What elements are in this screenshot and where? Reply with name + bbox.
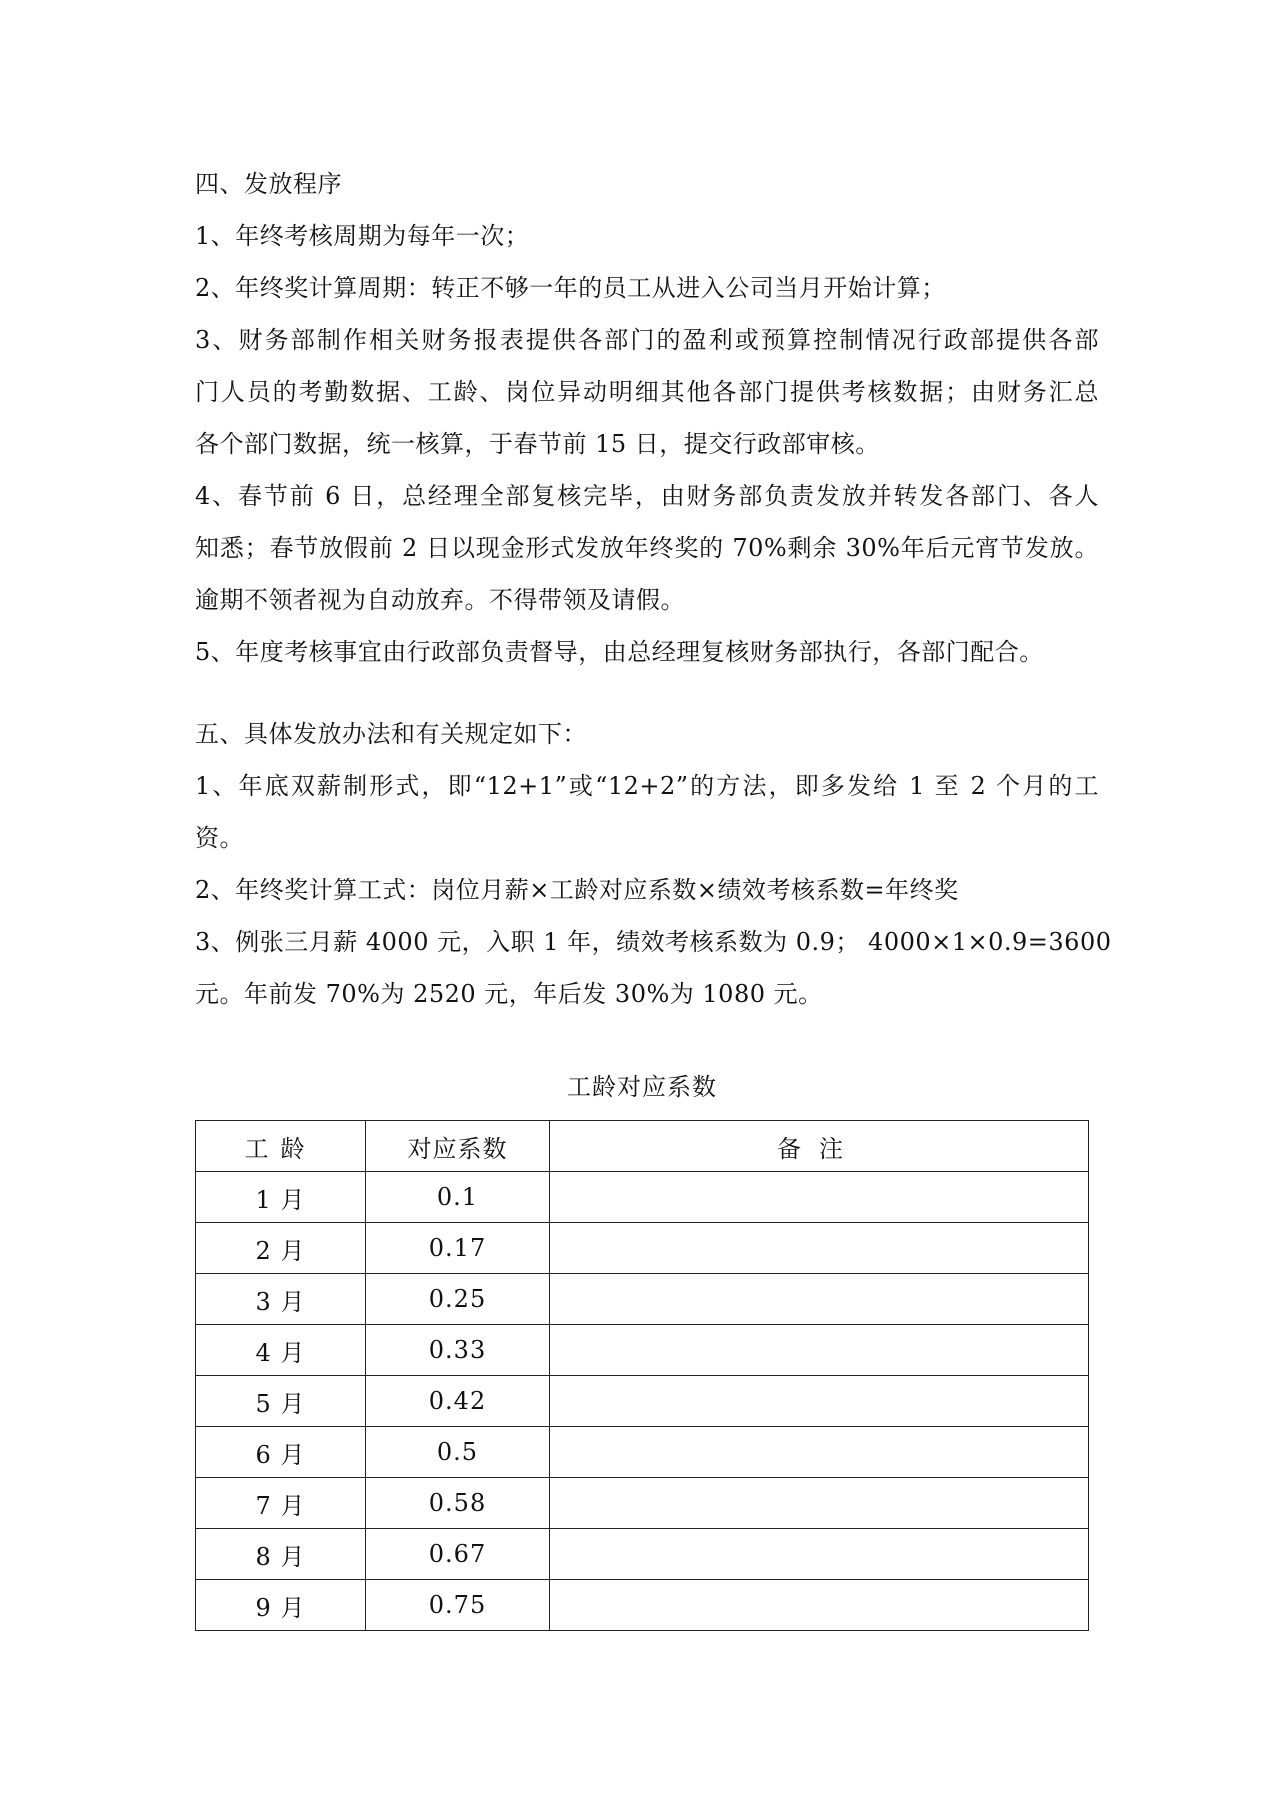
- paragraph-line: 5、年度考核事宜由行政部负责督导，由总经理复核财务部执行，各部门配合。: [195, 638, 1044, 666]
- coefficient-cell: 0.5: [366, 1427, 550, 1478]
- seniority-cell: 8 月: [196, 1529, 366, 1580]
- seniority-cell: 3 月: [196, 1274, 366, 1325]
- paragraph-line: 3、例张三月薪 4000 元，入职 1 年，绩效考核系数为 0.9； 4000×1×0.9=3600: [195, 928, 1112, 956]
- paragraph-line: 逾期不领者视为自动放弃。不得带领及请假。: [195, 586, 685, 614]
- remarks-cell: [550, 1427, 1089, 1478]
- paragraph-line: 4、春节前 6 日，总经理全部复核完毕，由财务部负责发放并转发各部门、各人: [195, 482, 1099, 510]
- column-header-seniority: 工龄: [196, 1121, 366, 1172]
- table-row: [196, 1325, 1089, 1376]
- remarks-cell: [550, 1580, 1089, 1631]
- paragraph-line: 各个部门数据，统一核算，于春节前 15 日，提交行政部审核。: [195, 430, 880, 458]
- seniority-cell: 9 月: [196, 1580, 366, 1631]
- table-row: [196, 1580, 1089, 1631]
- table-caption: 工龄对应系数: [567, 1073, 717, 1101]
- coefficient-cell: 0.67: [366, 1529, 550, 1580]
- section-issuance-procedure: [195, 158, 1099, 678]
- coefficient-cell: 0.25: [366, 1274, 550, 1325]
- remarks-cell: [550, 1172, 1089, 1223]
- coefficient-cell: 0.1: [366, 1172, 550, 1223]
- table-row: [196, 1172, 1089, 1223]
- remarks-cell: [550, 1274, 1089, 1325]
- table-row: [196, 1274, 1089, 1325]
- remarks-cell: [550, 1376, 1089, 1427]
- remarks-cell: [550, 1325, 1089, 1376]
- paragraph-line: 资。: [195, 824, 244, 852]
- seniority-cell: 4 月: [196, 1325, 366, 1376]
- remarks-cell: [550, 1223, 1089, 1274]
- coefficient-cell: 0.42: [366, 1376, 550, 1427]
- section-payment-rules: [195, 708, 1112, 1020]
- column-header-coefficient: 对应系数: [366, 1121, 550, 1172]
- paragraph-line: 元。年前发 70%为 2520 元，年后发 30%为 1080 元。: [195, 980, 823, 1008]
- remarks-cell: [550, 1529, 1089, 1580]
- remarks-cell: [550, 1478, 1089, 1529]
- coefficient-cell: 0.33: [366, 1325, 550, 1376]
- column-header-remarks: 备注: [550, 1121, 1089, 1172]
- table-row: [196, 1478, 1089, 1529]
- table-header-row: [196, 1121, 1089, 1172]
- paragraph-line: 3、财务部制作相关财务报表提供各部门的盈利或预算控制情况行政部提供各部: [195, 326, 1099, 354]
- section-heading: 四、发放程序: [195, 170, 342, 198]
- coefficient-cell: 0.75: [366, 1580, 550, 1631]
- paragraph-line: 知悉；春节放假前 2 日以现金形式发放年终奖的 70%剩余 30%年后元宵节发放。: [195, 534, 1099, 562]
- seniority-cell: 7 月: [196, 1478, 366, 1529]
- seniority-cell: 5 月: [196, 1376, 366, 1427]
- coefficient-cell: 0.17: [366, 1223, 550, 1274]
- seniority-cell: 2 月: [196, 1223, 366, 1274]
- table-row: [196, 1223, 1089, 1274]
- seniority-cell: 6 月: [196, 1427, 366, 1478]
- paragraph-line: 2、年终奖计算工式：岗位月薪×工龄对应系数×绩效考核系数=年终奖: [195, 876, 959, 904]
- section-heading: 五、具体发放办法和有关规定如下：: [195, 720, 587, 748]
- coefficient-cell: 0.58: [366, 1478, 550, 1529]
- table-row: [196, 1529, 1089, 1580]
- table-row: [196, 1427, 1089, 1478]
- table-row: [196, 1376, 1089, 1427]
- paragraph-line: 1、年底双薪制形式，即“12+1”或“12+2”的方法，即多发给 1 至 2 个月的工: [195, 772, 1099, 800]
- paragraph-line: 1、年终考核周期为每年一次；: [195, 222, 530, 250]
- paragraph-line: 门人员的考勤数据、工龄、岗位异动明细其他各部门提供考核数据；由财务汇总: [195, 378, 1099, 406]
- seniority-cell: 1 月: [196, 1172, 366, 1223]
- seniority-coefficient-table: [195, 1120, 1089, 1631]
- paragraph-line: 2、年终奖计算周期：转正不够一年的员工从进入公司当月开始计算；: [195, 274, 946, 302]
